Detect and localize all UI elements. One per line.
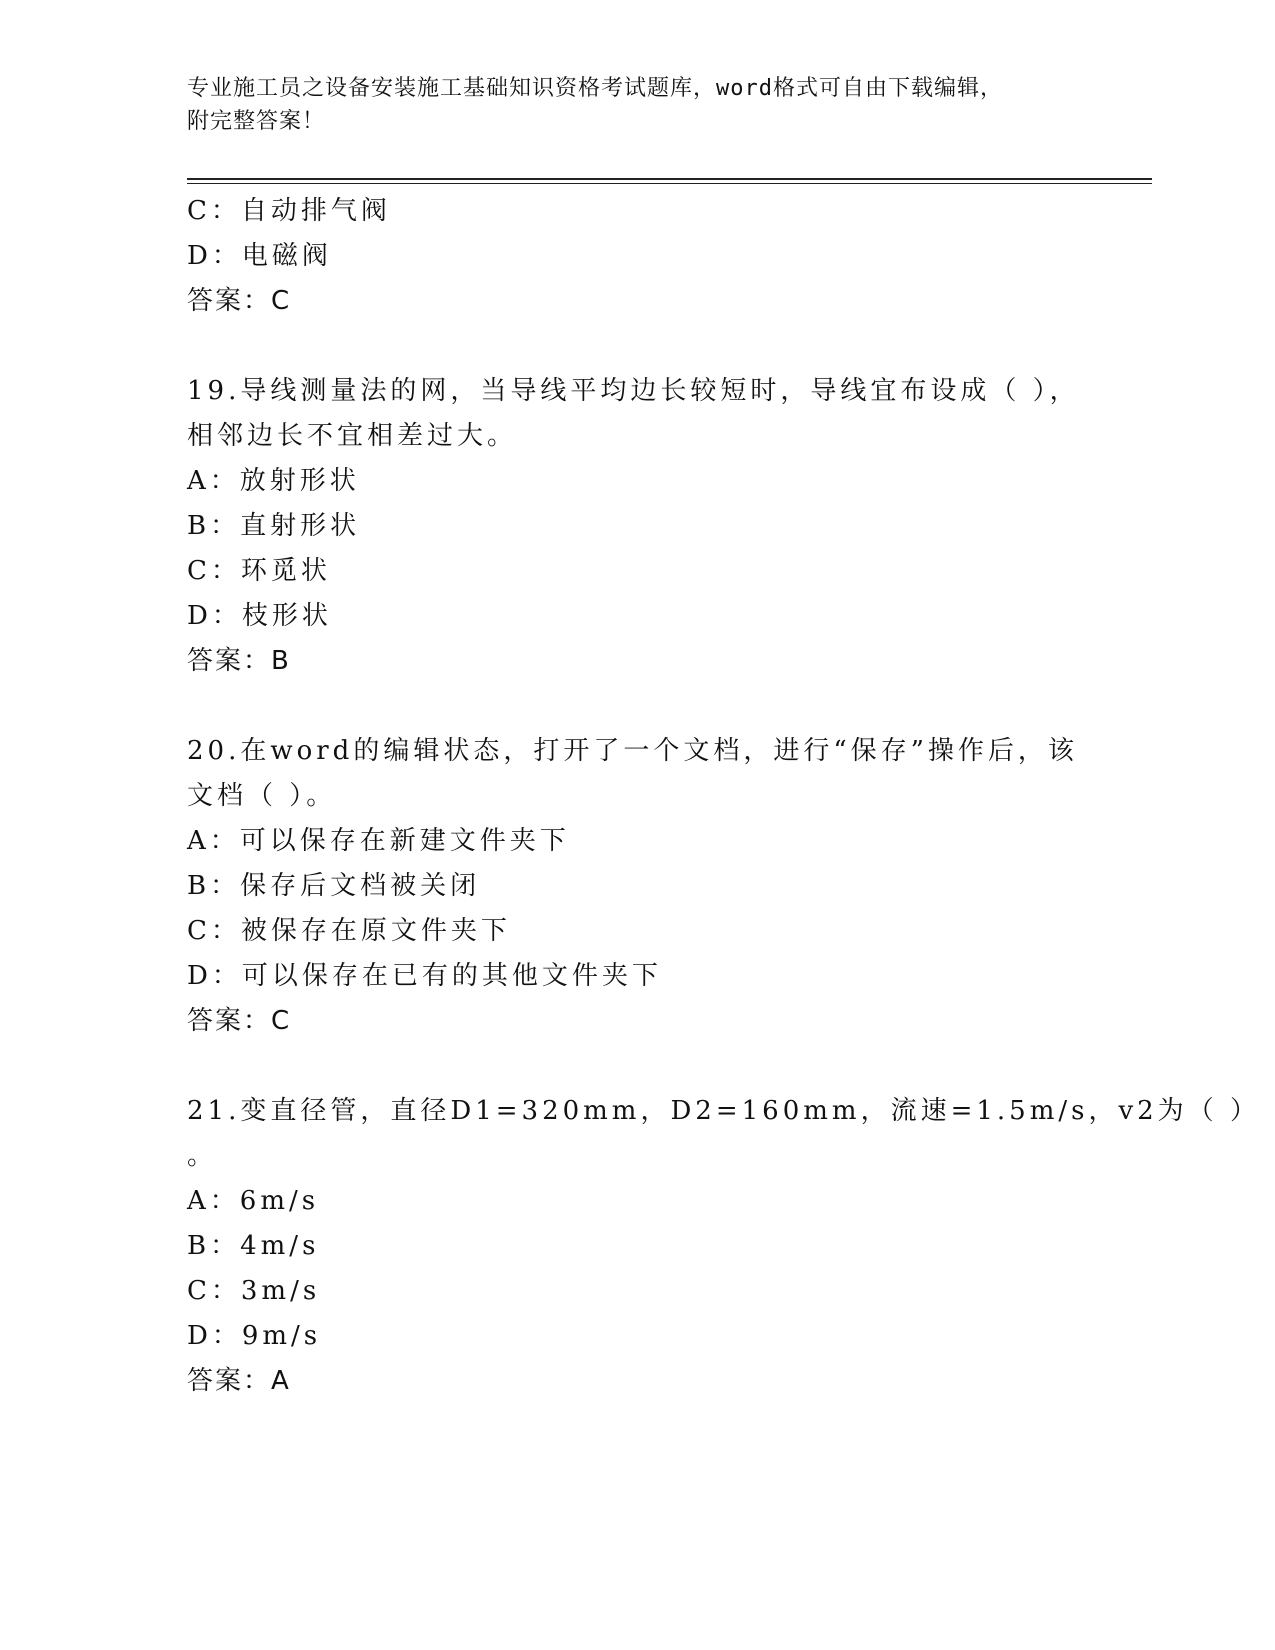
q19-option-d: D：枝形状: [187, 601, 332, 631]
q18-answer: 答案：C: [187, 286, 292, 316]
header-divider-thick: [187, 178, 1152, 180]
q19-option-a: A：放射形状: [187, 466, 360, 496]
q20-stem-line-1: 20.在word的编辑状态，打开了一个文档，进行“保存”操作后，该: [187, 736, 1078, 766]
q21-option-c: C：3m/s: [187, 1276, 321, 1306]
q21-stem-line-1: 21.变直径管，直径D1=320mm，D2=160mm，流速=1.5m/s，v2为（ ）: [187, 1096, 1260, 1126]
q19-answer: 答案：B: [187, 646, 291, 676]
q19-stem-line-1: 19.导线测量法的网，当导线平均边长较短时，导线宜布设成（ ），: [187, 376, 1080, 406]
q21-stem-line-2: 。: [187, 1141, 218, 1171]
document-header: [187, 72, 1087, 138]
q21-option-a: A：6m/s: [187, 1186, 320, 1216]
q21-option-d: D：9m/s: [187, 1321, 322, 1351]
q18-option-d: D：电磁阀: [187, 241, 332, 271]
q20-option-b: B：保存后文档被关闭: [187, 871, 481, 901]
q19-option-b: B：直射形状: [187, 511, 361, 541]
q20-option-c: C：被保存在原文件夹下: [187, 916, 511, 946]
q21-answer: 答案：A: [187, 1366, 291, 1396]
q19-option-c: C：环觅状: [187, 556, 331, 586]
q20-option-a: A：可以保存在新建文件夹下: [187, 826, 570, 856]
q18-option-c: C：自动排气阀: [187, 196, 391, 226]
header-line-2: 附完整答案！: [187, 109, 326, 134]
q20-stem-line-2: 文档（ ）。: [187, 781, 337, 811]
header-divider-thin: [187, 183, 1152, 184]
q19-stem-line-2: 相邻边长不宜相差过大。: [187, 421, 518, 451]
q20-answer: 答案：C: [187, 1006, 292, 1036]
header-line-1: 专业施工员之设备安装施工基础知识资格考试题库，word格式可自由下载编辑，: [187, 76, 1003, 101]
q21-option-b: B：4m/s: [187, 1231, 320, 1261]
q20-option-d: D：可以保存在已有的其他文件夹下: [187, 961, 662, 991]
